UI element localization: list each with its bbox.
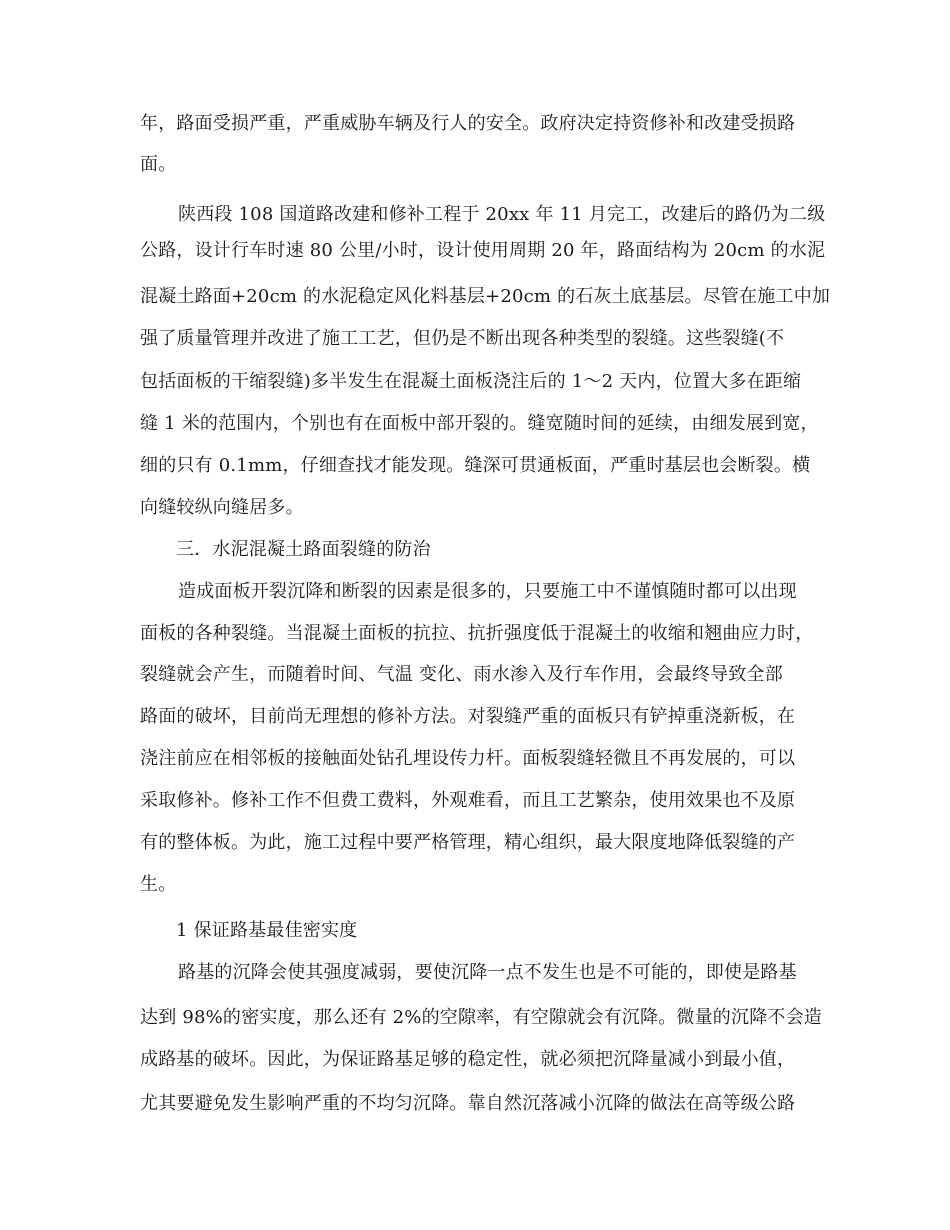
- paragraph-line: 裂缝就会产生，而随着时间、气温 变化、雨水渗入及行车作用，会最终导致全部: [140, 664, 783, 685]
- paragraph-line: 有的整体板。为此，施工过程中要严格管理，精心组织，最大限度地降低裂缝的产: [140, 832, 796, 853]
- section-heading: 三．水泥混凝土路面裂缝的防治: [176, 539, 431, 560]
- paragraph-line: 混凝土路面+20cm 的水泥稳定风化料基层+20cm 的石灰土底基层。尽管在施工中加: [140, 286, 831, 307]
- paragraph-line: 造成面板开裂沉降和断裂的因素是很多的，只要施工中不谨慎随时都可以出现: [178, 581, 797, 602]
- paragraph-line: 浇注前应在相邻板的接触面处钻孔埋设传力杆。面板裂缝轻微且不再发展的，可以: [140, 748, 796, 769]
- paragraph-line: 细的只有 0.1mm，仔细查找才能发现。缝深可贯通板面，严重时基层也会断裂。横: [140, 455, 811, 476]
- subsection-heading: 1 保证路基最佳密实度: [176, 920, 358, 941]
- paragraph-line: 陕西段 108 国道路改建和修补工程于 20xx 年 11 月完工，改建后的路仍为二级: [178, 204, 826, 225]
- paragraph-line: 包括面板的干缩裂缝)多半发生在混凝土面板浇注后的 1～2 天内，位置大多在距缩: [140, 371, 802, 392]
- paragraph-line: 采取修补。修补工作不但费工费料，外观难看，而且工艺繁杂，使用效果也不及原: [140, 790, 796, 811]
- paragraph-line: 路面的破坏，目前尚无理想的修补方法。对裂缝严重的面板只有铲掉重浇新板，在: [140, 706, 796, 727]
- paragraph-line: 强了质量管理并改进了施工工艺，但仍是不断出现各种类型的裂缝。这些裂缝(不: [140, 328, 785, 349]
- paragraph-line: 面。: [140, 154, 177, 175]
- paragraph-line: 生。: [140, 874, 177, 895]
- paragraph-line: 缝 1 米的范围内，个别也有在面板中部开裂的。缝宽随时间的延续，由细发展到宽，: [140, 413, 819, 434]
- paragraph-line: 成路基的破坏。因此，为保证路基足够的稳定性，就必须把沉降量减小到最小值，: [140, 1049, 796, 1070]
- paragraph-line: 达到 98%的密实度，那么还有 2%的空隙率，有空隙就会有沉降。微量的沉降不会造: [140, 1007, 823, 1028]
- paragraph-line: 面板的各种裂缝。当混凝土面板的抗拉、抗折强度低于混凝土的收缩和翘曲应力时，: [140, 623, 814, 644]
- paragraph-line: 向缝较纵向缝居多。: [140, 497, 304, 518]
- paragraph-line: 路基的沉降会使其强度减弱，要使沉降一点不发生也是不可能的，即使是路基: [178, 962, 797, 983]
- paragraph-line: 尤其要避免发生影响严重的不均匀沉降。靠自然沉落减小沉降的做法在高等级公路: [140, 1093, 796, 1114]
- paragraph-line: 公路，设计行车时速 80 公里/小时，设计使用周期 20 年，路面结构为 20cm 的水泥: [140, 240, 826, 261]
- paragraph-line: 年，路面受损严重，严重威胁车辆及行人的安全。政府决定持资修补和改建受损路: [140, 113, 796, 134]
